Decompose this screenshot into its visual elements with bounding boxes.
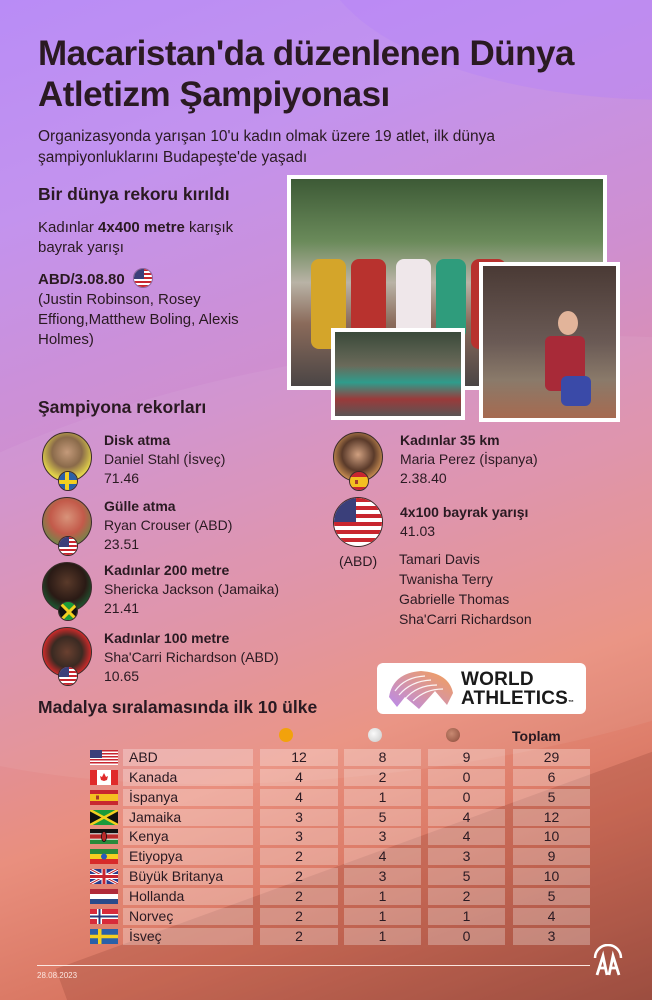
team-member: Gabrielle Thomas: [399, 591, 510, 607]
total-count: 10: [513, 828, 590, 845]
spain-flag-icon: [90, 790, 118, 805]
country-name: Büyük Britanya: [123, 868, 253, 885]
table-row: [90, 809, 582, 826]
table-row: [90, 749, 582, 766]
country-name: Jamaika: [123, 809, 253, 826]
norway-flag-icon: [90, 909, 118, 924]
desc-text: karışık bayrak yarışı: [38, 219, 234, 256]
silver-count: 2: [344, 769, 421, 786]
record-athlete: Sha'Carri Richardson (ABD): [104, 649, 279, 665]
total-count: 4: [513, 908, 590, 925]
record-item: [400, 431, 538, 488]
sweden-flag-icon: [58, 471, 78, 491]
usa-flag-icon: [333, 497, 383, 547]
silver-medal-icon: [368, 728, 382, 742]
gold-count: 2: [260, 908, 338, 925]
trademark: ™: [568, 700, 575, 706]
gold-count: 2: [260, 928, 338, 945]
bronze-count: 0: [428, 928, 505, 945]
total-count: 29: [513, 749, 590, 766]
silver-count: 3: [344, 868, 421, 885]
table-row: [90, 908, 582, 925]
world-record-result: [38, 268, 278, 350]
total-count: 5: [513, 888, 590, 905]
usa-flag-icon: [58, 666, 78, 686]
bronze-count: 9: [428, 749, 505, 766]
silver-count: 1: [344, 908, 421, 925]
table-row: [90, 828, 582, 845]
country-name: Etiyopya: [123, 848, 253, 865]
record-athlete: Ryan Crouser (ABD): [104, 517, 233, 533]
championship-records-heading: Şampiyona rekorları: [38, 397, 207, 417]
gold-count: 2: [260, 888, 338, 905]
page-title: Macaristan'da düzenlenen Dünya Atletizm Şampiyonası: [38, 34, 574, 114]
usa-flag-icon: [90, 750, 118, 765]
country-name: İsveç: [123, 928, 253, 945]
uk-flag-icon: [90, 869, 118, 884]
jamaica-flag-icon: [58, 601, 78, 621]
aa-logo-icon: [592, 944, 624, 976]
total-count: 10: [513, 868, 590, 885]
record-result: 23.51: [104, 536, 140, 552]
table-row: [90, 769, 582, 786]
record-time: ABD/3.08.80: [38, 271, 125, 288]
jamaica-flag-icon: [90, 810, 118, 825]
record-event: Kadınlar 200 metre: [104, 562, 230, 578]
bronze-count: 2: [428, 888, 505, 905]
team-member: Sha'Carri Richardson: [399, 611, 532, 627]
silver-count: 5: [344, 809, 421, 826]
record-result: 2.38.40: [400, 470, 447, 486]
record-event: 4x100 bayrak yarışı: [400, 504, 529, 520]
country-name: Norveç: [123, 908, 253, 925]
pole-vault-photo: [479, 262, 620, 422]
bronze-count: 3: [428, 848, 505, 865]
gold-count: 3: [260, 828, 338, 845]
gold-count: 2: [260, 848, 338, 865]
relay-team: [399, 549, 532, 629]
spain-flag-icon: [349, 471, 369, 491]
total-count: 6: [513, 769, 590, 786]
usa-flag-icon: [58, 536, 78, 556]
record-result: 10.65: [104, 668, 140, 684]
kenya-flag-icon: [90, 829, 118, 844]
record-item: [104, 497, 232, 554]
gold-count: 12: [260, 749, 338, 766]
sweden-flag-icon: [90, 929, 118, 944]
table-row: [90, 848, 582, 865]
silver-count: 1: [344, 789, 421, 806]
desc-text: Kadınlar: [38, 219, 99, 236]
record-result: 71.46: [104, 470, 140, 486]
table-row: [90, 789, 582, 806]
bronze-count: 0: [428, 789, 505, 806]
page-subtitle: Organizasyonda yarışan 10'u kadın olmak üzere 19 atlet, ilk dünya şampiyonluklarını Budapeşte'de yaşadı: [38, 128, 496, 166]
silver-count: 1: [344, 888, 421, 905]
record-result: 21.41: [104, 600, 140, 616]
world-record-heading: Bir dünya rekoru kırıldı: [38, 184, 230, 204]
record-result: 41.03: [400, 523, 436, 539]
record-event: Gülle atma: [104, 498, 176, 514]
silver-count: 8: [344, 749, 421, 766]
country-name: Kanada: [123, 769, 253, 786]
netherlands-flag-icon: [90, 889, 118, 904]
record-event: Kadınlar 100 metre: [104, 630, 230, 646]
world-athletics-wordmark: [461, 670, 574, 713]
gold-count: 4: [260, 789, 338, 806]
athlete-shape: [561, 376, 591, 406]
world-athletics-emblem-icon: [385, 667, 457, 711]
gold-count: 2: [260, 868, 338, 885]
bronze-count: 4: [428, 809, 505, 826]
team-member: Twanisha Terry: [399, 571, 493, 587]
country-name: Hollanda: [123, 888, 253, 905]
runner-shape: [436, 259, 466, 339]
ethiopia-flag-icon: [90, 849, 118, 864]
gold-count: 4: [260, 769, 338, 786]
record-item: [104, 561, 279, 618]
table-row: [90, 868, 582, 885]
bronze-count: 1: [428, 908, 505, 925]
total-count: 12: [513, 809, 590, 826]
record-item: [104, 431, 225, 488]
table-row: [90, 928, 582, 945]
record-event: Disk atma: [104, 432, 171, 448]
silver-count: 4: [344, 848, 421, 865]
silver-count: 1: [344, 928, 421, 945]
athlete-head: [558, 311, 578, 335]
world-record-description: [38, 218, 278, 258]
relay-country: (ABD): [339, 553, 378, 569]
silver-count: 3: [344, 828, 421, 845]
marathon-women-photo: [331, 328, 465, 420]
bronze-count: 0: [428, 769, 505, 786]
total-count: 5: [513, 789, 590, 806]
relay-record: [400, 503, 528, 541]
footer-divider: [37, 965, 590, 966]
record-athletes: (Justin Robinson, Rosey Effiong,Matthew Boling, Alexis Holmes): [38, 291, 239, 348]
record-athlete: Maria Perez (İspanya): [400, 451, 538, 467]
gold-medal-icon: [279, 728, 293, 742]
record-event: Kadınlar 35 km: [400, 432, 500, 448]
canada-flag-icon: [90, 770, 118, 785]
usa-flag-icon: [133, 268, 153, 288]
team-member: Tamari Davis: [399, 551, 480, 567]
bronze-count: 5: [428, 868, 505, 885]
bronze-medal-icon: [446, 728, 460, 742]
country-name: ABD: [123, 749, 253, 766]
total-column-header: Toplam: [512, 728, 561, 744]
country-name: İspanya: [123, 789, 253, 806]
logo-text: ATHLETICS: [461, 688, 568, 709]
publish-date: 28.08.2023: [37, 971, 78, 980]
gold-count: 3: [260, 809, 338, 826]
total-count: 9: [513, 848, 590, 865]
total-count: 3: [513, 928, 590, 945]
record-item: [104, 629, 279, 686]
logo-line: WORLD: [461, 669, 534, 690]
record-athlete: Daniel Stahl (İsveç): [104, 451, 226, 467]
world-athletics-logo: [377, 663, 586, 714]
logo-line: [461, 689, 574, 713]
desc-bold: 4x400 metre: [98, 219, 185, 236]
bronze-count: 4: [428, 828, 505, 845]
table-row: [90, 888, 582, 905]
record-athlete: Shericka Jackson (Jamaika): [104, 581, 280, 597]
medal-table-heading: Madalya sıralamasında ilk 10 ülke: [38, 697, 318, 717]
country-name: Kenya: [123, 828, 253, 845]
